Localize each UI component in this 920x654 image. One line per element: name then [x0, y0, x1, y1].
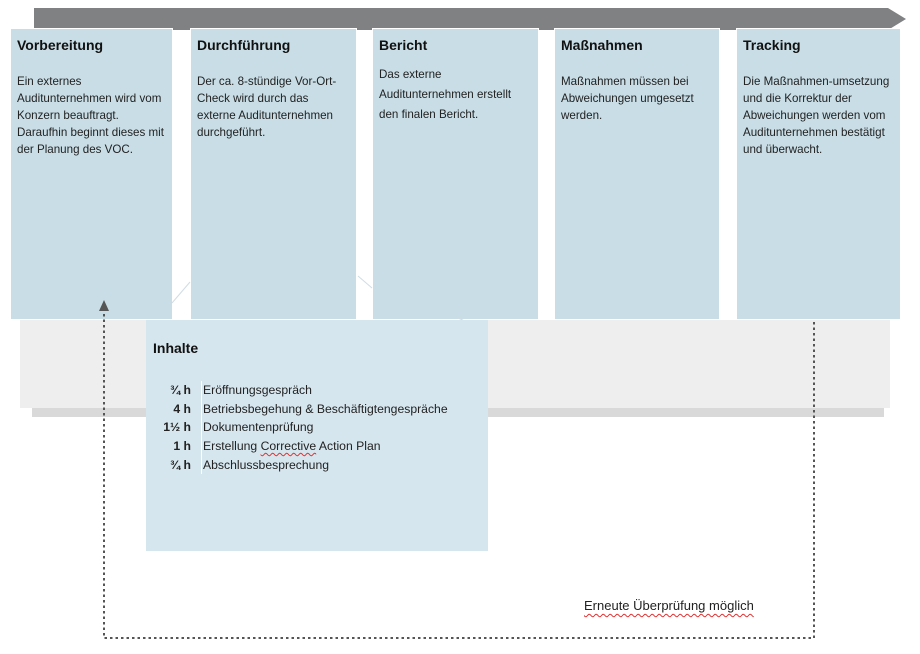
item-duration: 1½ h	[163, 420, 191, 435]
phase-tracking	[736, 28, 901, 320]
list-item	[153, 381, 488, 400]
phase-description: Maßnahmen müssen bei Abweichungen umgesetzt werden.	[561, 75, 694, 122]
item-duration: ¾ h	[170, 457, 191, 472]
phase-description: Das externe Auditunternehmen erstellt den finalen Bericht.	[379, 68, 512, 121]
contents-title: Inhalte	[153, 340, 199, 356]
item-label-start: Erstellung	[203, 439, 261, 454]
phase-description: Der ca. 8-stündige Vor-Ort-Check wird durch das externe Auditunternehmen durchgeführt.	[197, 75, 337, 139]
list-item	[153, 455, 488, 474]
phase-description: Die Maßnahmen-umsetzung und die Korrektur der Abweichungen werden vom Auditunternehmen bestätigt und überwacht.	[743, 75, 890, 156]
item-label-flagged-word: Corrective	[260, 439, 317, 454]
phase-title: Bericht	[379, 37, 428, 53]
phase-title: Maßnahmen	[561, 37, 643, 53]
item-label: Dokumentenprüfung	[203, 420, 314, 435]
list-item	[153, 437, 488, 456]
item-label-end: Action Plan	[316, 439, 381, 454]
item-duration: ¾ h	[170, 383, 191, 398]
phase-durchfuehrung	[190, 28, 357, 320]
item-duration: 1 h	[173, 439, 191, 454]
item-duration: 4 h	[173, 401, 191, 416]
phase-title: Durchführung	[197, 37, 291, 53]
phase-bericht	[372, 28, 539, 320]
phase-title: Tracking	[743, 37, 801, 53]
phase-vorbereitung	[10, 28, 173, 320]
phase-title: Vorbereitung	[17, 37, 104, 53]
loop-label: Erneute Überprüfung möglich	[584, 598, 754, 613]
item-label	[203, 439, 381, 453]
list-item	[153, 418, 488, 437]
item-label: Abschlussbesprechung	[203, 457, 330, 472]
item-label: Betriebsbegehung & Beschäftigtengespräche	[203, 401, 448, 416]
phase-description: Ein externes Auditunternehmen wird vom Konzern beauftragt. Daraufhin beginnt dieses mit der Planung des VOC.	[17, 75, 164, 156]
contents-box	[146, 320, 488, 551]
phase-massnahmen	[554, 28, 720, 320]
list-item	[153, 400, 488, 419]
contents-list	[153, 381, 488, 474]
item-label: Eröffnungsgespräch	[203, 383, 312, 398]
